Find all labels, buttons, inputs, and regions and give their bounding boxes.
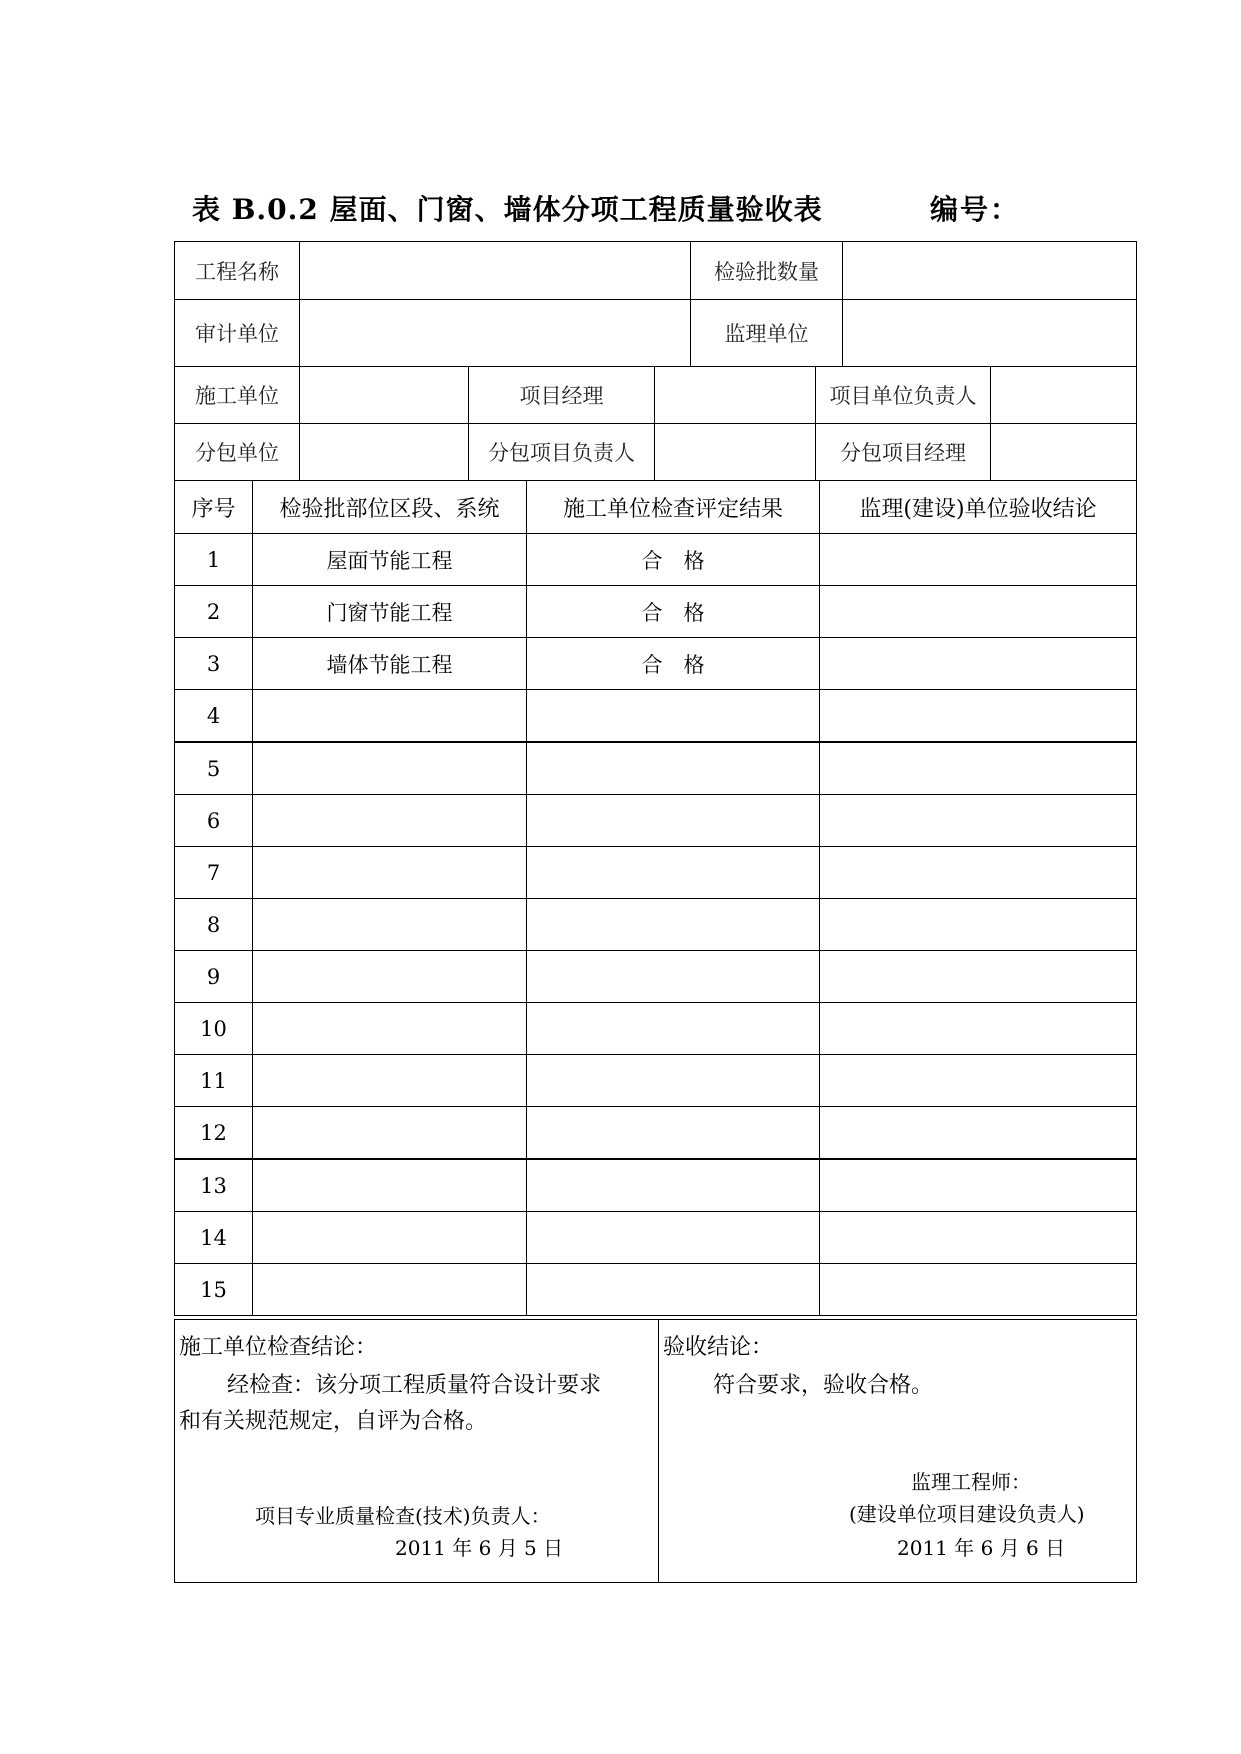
- row-result[interactable]: [527, 742, 820, 795]
- row-no: 6: [175, 795, 253, 847]
- construction-unit-label: 施工单位: [175, 367, 300, 424]
- construction-conclusion-heading: 施工单位检查结论：: [179, 1335, 378, 1360]
- header-result: 施工单位检查评定结果: [527, 481, 820, 534]
- info-row-construction: [175, 367, 1137, 424]
- table-row: [175, 1159, 1137, 1212]
- row-part[interactable]: [253, 951, 527, 1003]
- form-number-label: 编号：: [930, 193, 1021, 226]
- row-result[interactable]: [527, 1264, 820, 1316]
- row-part[interactable]: [253, 1212, 527, 1264]
- supervision-unit-label: 监理单位: [691, 300, 843, 367]
- row-no: 3: [175, 638, 253, 690]
- row-result[interactable]: [527, 690, 820, 743]
- row-no: 2: [175, 586, 253, 638]
- row-part[interactable]: [253, 690, 527, 743]
- audit-unit-field[interactable]: [300, 300, 691, 367]
- row-conclusion[interactable]: [820, 1107, 1137, 1160]
- project-info-table: [174, 241, 1137, 367]
- row-part[interactable]: [253, 1055, 527, 1107]
- row-part[interactable]: [253, 847, 527, 899]
- table-row: [175, 534, 1137, 586]
- row-conclusion[interactable]: [820, 638, 1137, 690]
- table-row: [175, 1055, 1137, 1107]
- construction-conclusion-cell: [175, 1320, 659, 1583]
- subcontract-unit-label: 分包单位: [175, 424, 300, 481]
- form-title-text: 表 B.0.2 屋面、门窗、墙体分项工程质量验收表: [192, 193, 823, 226]
- row-conclusion[interactable]: [820, 1264, 1137, 1316]
- row-part[interactable]: [253, 795, 527, 847]
- acceptance-conclusion-cell: [659, 1320, 1137, 1583]
- header-no: 序号: [175, 481, 253, 534]
- conclusion-table: [174, 1319, 1137, 1583]
- table-row: [175, 951, 1137, 1003]
- construction-conclusion-date: 2011 年 6 月 5 日: [395, 1536, 564, 1560]
- table-row: [175, 795, 1137, 847]
- subcontract-manager-field[interactable]: [991, 424, 1137, 481]
- row-part[interactable]: [253, 1264, 527, 1316]
- header-conclusion: 监理(建设)单位验收结论: [820, 481, 1137, 534]
- row-part[interactable]: [253, 1003, 527, 1055]
- construction-unit-field[interactable]: [300, 367, 469, 424]
- row-conclusion[interactable]: [820, 586, 1137, 638]
- row-no: 15: [175, 1264, 253, 1316]
- row-no: 14: [175, 1212, 253, 1264]
- row-result[interactable]: [527, 795, 820, 847]
- table-row: [175, 1212, 1137, 1264]
- row-no: 10: [175, 1003, 253, 1055]
- row-result[interactable]: 合 格: [527, 586, 820, 638]
- construction-conclusion-line1: 经检查：该分项工程质量符合设计要求: [227, 1373, 602, 1398]
- row-result[interactable]: 合 格: [527, 638, 820, 690]
- info-row-project: [175, 242, 1137, 300]
- row-result[interactable]: [527, 1003, 820, 1055]
- row-result[interactable]: [527, 899, 820, 951]
- table-row: [175, 847, 1137, 899]
- row-no: 11: [175, 1055, 253, 1107]
- supervision-engineer-signature-label: 监理工程师：: [911, 1470, 1031, 1494]
- table-row: [175, 690, 1137, 743]
- project-manager-label: 项目经理: [469, 367, 655, 424]
- row-conclusion[interactable]: [820, 795, 1137, 847]
- row-conclusion[interactable]: [820, 951, 1137, 1003]
- form-title: [192, 188, 1032, 234]
- project-name-label: 工程名称: [175, 242, 300, 300]
- project-unit-head-field[interactable]: [991, 367, 1137, 424]
- row-result[interactable]: 合 格: [527, 534, 820, 586]
- row-no: 5: [175, 742, 253, 795]
- row-result[interactable]: [527, 1107, 820, 1160]
- acceptance-conclusion-date: 2011 年 6 月 6 日: [897, 1536, 1066, 1560]
- row-conclusion[interactable]: [820, 690, 1137, 743]
- project-unit-head-label: 项目单位负责人: [816, 367, 991, 424]
- row-part[interactable]: 屋面节能工程: [253, 534, 527, 586]
- owner-project-head-label: (建设单位项目建设负责人): [849, 1502, 1085, 1526]
- row-conclusion[interactable]: [820, 742, 1137, 795]
- row-no: 1: [175, 534, 253, 586]
- row-conclusion[interactable]: [820, 534, 1137, 586]
- row-conclusion[interactable]: [820, 1003, 1137, 1055]
- table-row: [175, 1107, 1137, 1160]
- row-no: 13: [175, 1159, 253, 1212]
- row-no: 8: [175, 899, 253, 951]
- construction-info-table: [174, 366, 1137, 481]
- table-row: [175, 1003, 1137, 1055]
- table-row: [175, 899, 1137, 951]
- row-result[interactable]: [527, 1055, 820, 1107]
- row-result[interactable]: [527, 847, 820, 899]
- inspection-header-row: [175, 481, 1137, 534]
- row-part[interactable]: [253, 1107, 527, 1160]
- table-row: [175, 1264, 1137, 1316]
- project-name-field[interactable]: [300, 242, 691, 300]
- construction-conclusion-line2: 和有关规范规定，自评为合格。: [179, 1409, 488, 1434]
- table-row: [175, 742, 1137, 795]
- row-result[interactable]: [527, 1159, 820, 1212]
- row-no: 12: [175, 1107, 253, 1160]
- acceptance-conclusion-text: 符合要求，验收合格。: [713, 1373, 934, 1398]
- subcontract-head-field[interactable]: [655, 424, 816, 481]
- project-manager-field[interactable]: [655, 367, 816, 424]
- row-conclusion[interactable]: [820, 899, 1137, 951]
- quality-inspector-signature-label: 项目专业质量检查(技术)负责人：: [255, 1504, 551, 1528]
- inspection-table: [174, 480, 1137, 1316]
- table-row: [175, 586, 1137, 638]
- table-row: [175, 638, 1137, 690]
- subcontract-unit-field[interactable]: [300, 424, 469, 481]
- audit-unit-label: 审计单位: [175, 300, 300, 367]
- subcontract-manager-label: 分包项目经理: [816, 424, 991, 481]
- row-part[interactable]: [253, 1159, 527, 1212]
- info-row-units: [175, 300, 1137, 367]
- row-conclusion[interactable]: [820, 1159, 1137, 1212]
- row-conclusion[interactable]: [820, 847, 1137, 899]
- supervision-unit-field[interactable]: [843, 300, 1137, 367]
- info-row-subcontract: [175, 424, 1137, 481]
- batch-count-label: 检验批数量: [691, 242, 843, 300]
- subcontract-head-label: 分包项目负责人: [469, 424, 655, 481]
- row-part[interactable]: [253, 899, 527, 951]
- batch-count-field[interactable]: [843, 242, 1137, 300]
- row-conclusion[interactable]: [820, 1212, 1137, 1264]
- row-conclusion[interactable]: [820, 1055, 1137, 1107]
- row-no: 4: [175, 690, 253, 743]
- row-result[interactable]: [527, 1212, 820, 1264]
- row-no: 9: [175, 951, 253, 1003]
- header-part: 检验批部位区段、系统: [253, 481, 527, 534]
- row-part[interactable]: 门窗节能工程: [253, 586, 527, 638]
- row-part[interactable]: [253, 742, 527, 795]
- row-result[interactable]: [527, 951, 820, 1003]
- row-part[interactable]: 墙体节能工程: [253, 638, 527, 690]
- row-no: 7: [175, 847, 253, 899]
- acceptance-conclusion-heading: 验收结论：: [663, 1335, 774, 1360]
